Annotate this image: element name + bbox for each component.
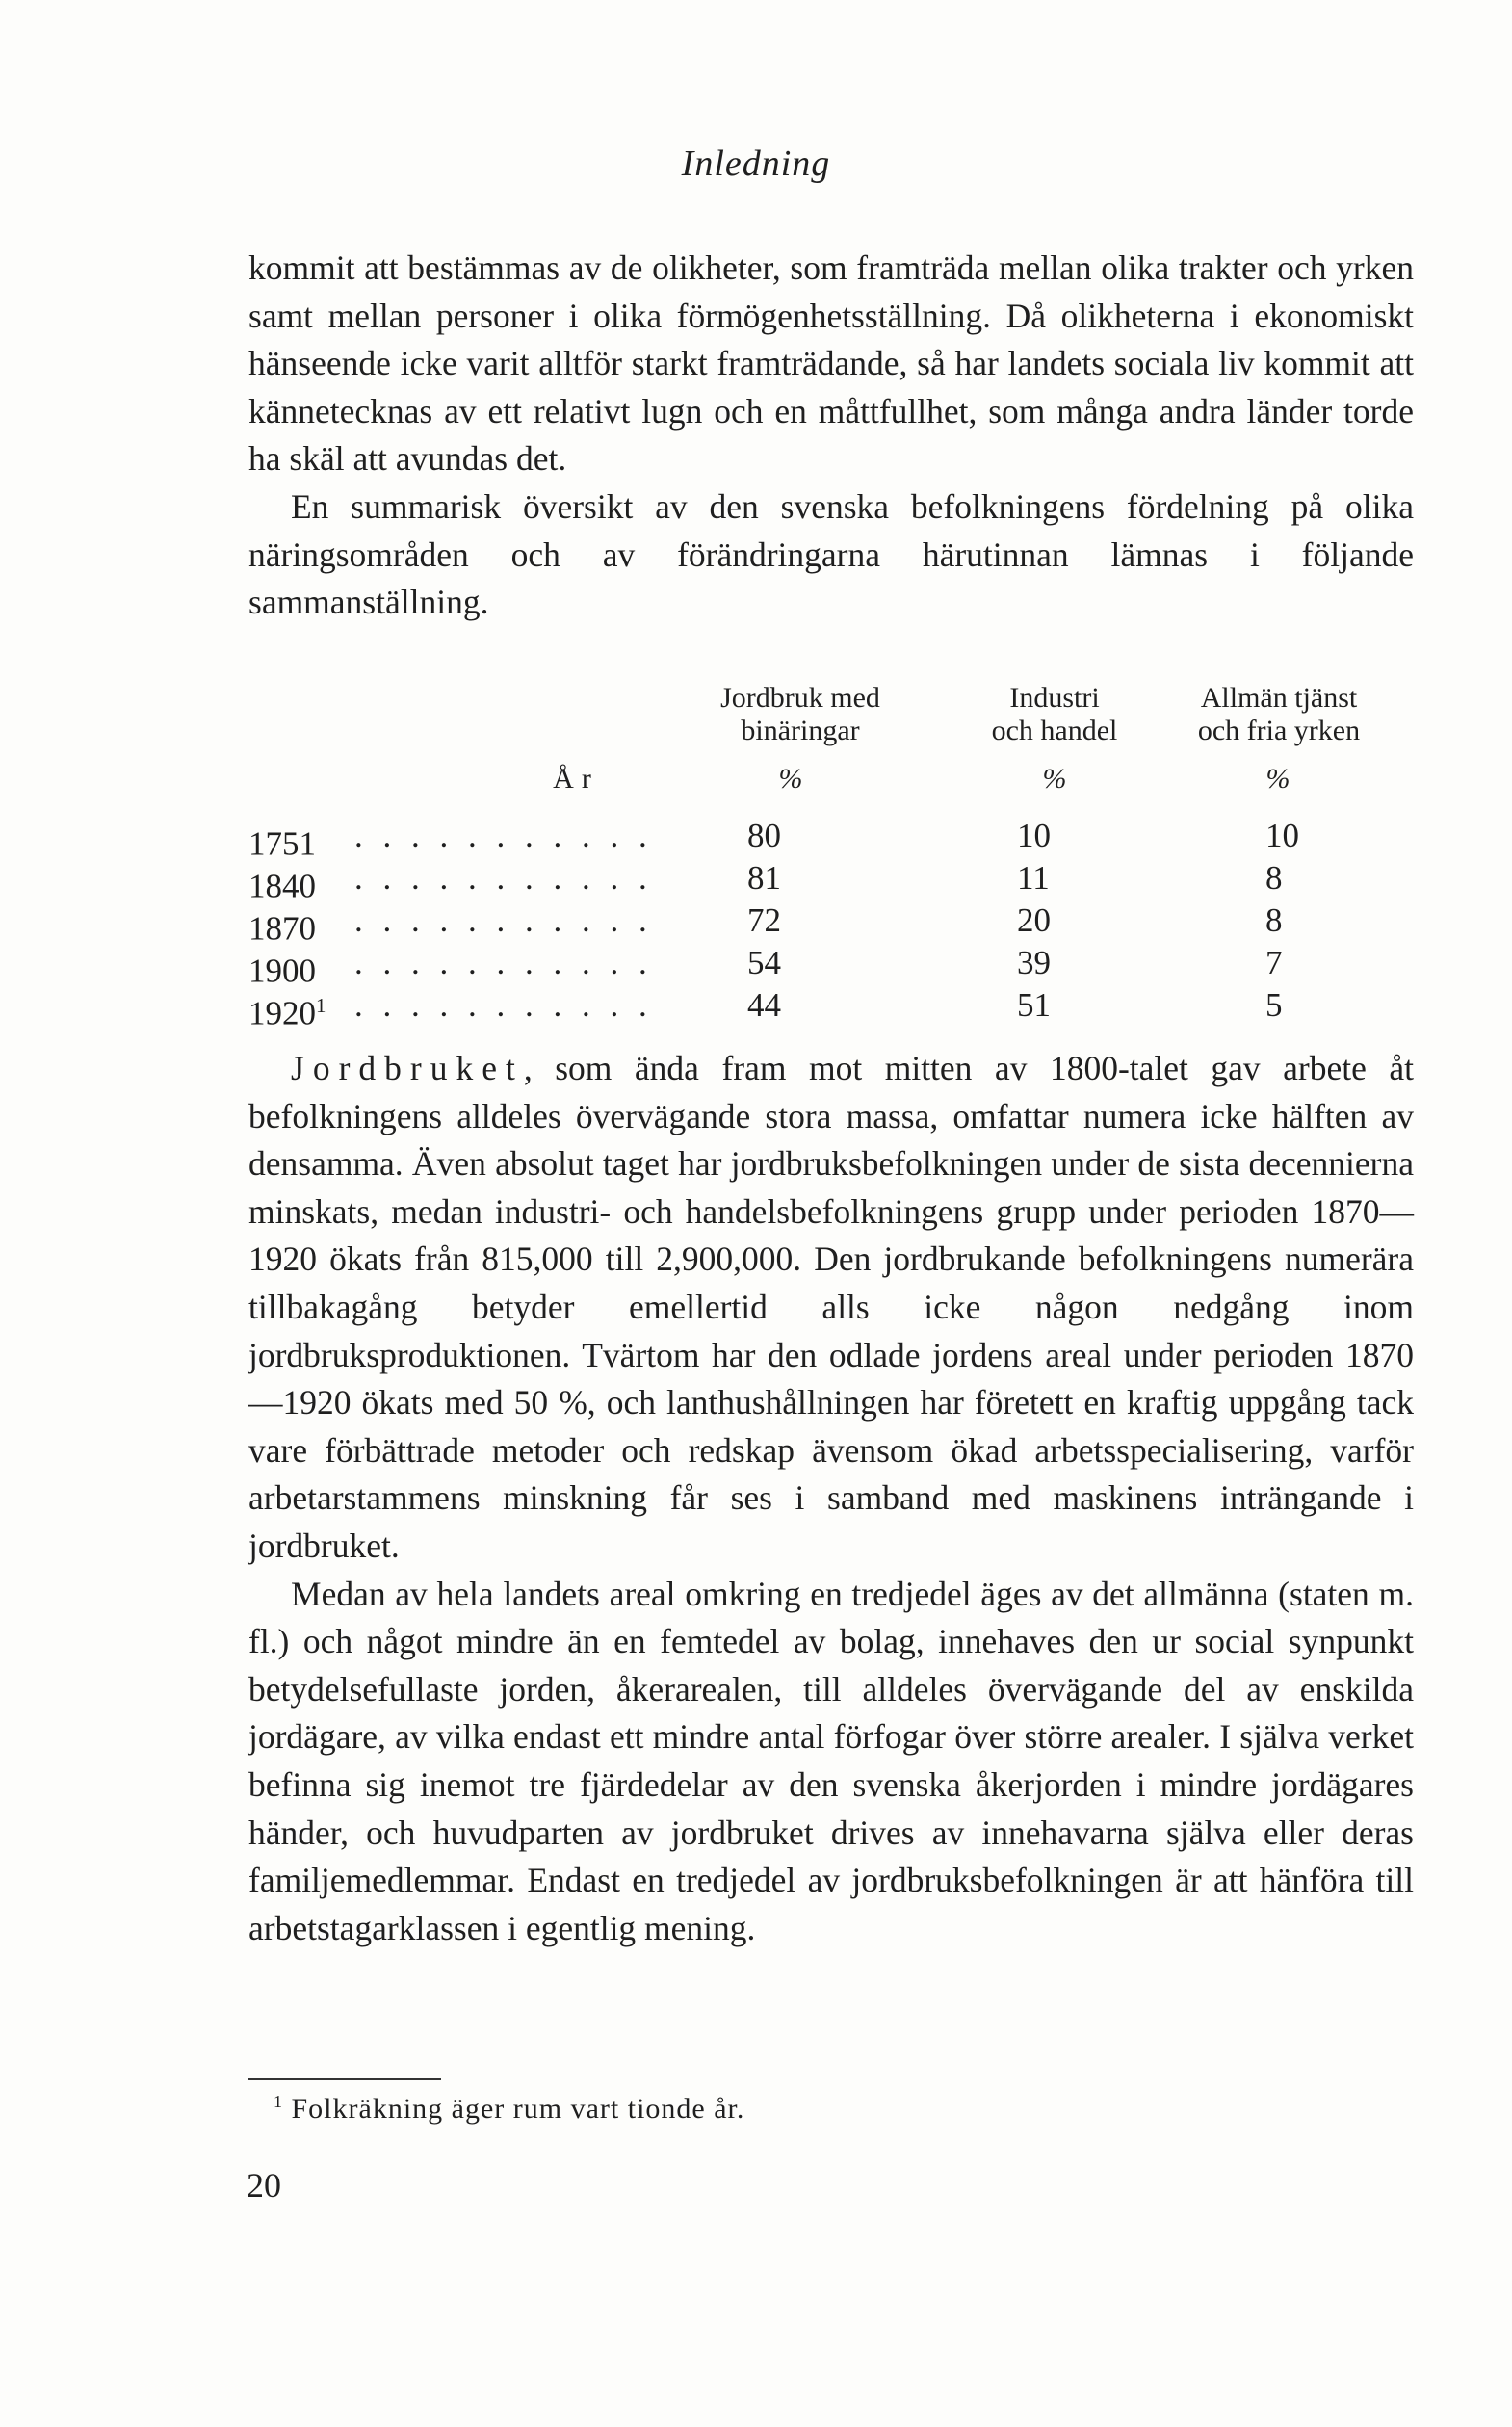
footnote-divider xyxy=(248,2078,441,2080)
industry-cell: 11 xyxy=(1017,859,1050,897)
leader-dots: . . . . . . . . . . . xyxy=(354,901,653,939)
page-number: 20 xyxy=(247,2166,281,2205)
year-cell: 1870 xyxy=(248,909,316,948)
footnote-mark: 1 xyxy=(274,2092,283,2111)
header-line: och handel xyxy=(991,715,1118,746)
header-line: Industri xyxy=(1009,682,1100,714)
column-header-public-service xyxy=(1144,682,1414,747)
population-distribution-table xyxy=(248,682,1414,1032)
table-row xyxy=(248,815,1414,863)
year-cell: 1900 xyxy=(248,952,316,990)
industry-cell: 20 xyxy=(1017,901,1051,939)
intro-text xyxy=(248,245,1414,627)
table-row xyxy=(248,857,1414,905)
industry-cell: 51 xyxy=(1017,986,1051,1024)
leader-dots: . . . . . . . . . . . xyxy=(354,859,653,897)
agriculture-cell: 80 xyxy=(747,817,781,854)
page-header: Inledning xyxy=(681,144,831,184)
table-row xyxy=(248,942,1414,990)
paragraph: Medan av hela landets areal omkring en tredjedel äges av det allmänna (staten m. fl.) och något mindre än en femtedel av bolag, innehaves den ur social synpunkt betydelsefullaste jorden, åkerarealen, till alldeles övervägande del av enskilda jordägare, av vilka endast ett mindre antal förfogar över större arealer. I själva verket befinna sig inemot tre fjärdedelar av den svenska åkerjorden i mindre jordägares händer, och huvudparten av jordbruket drives av innehavarna själva eller deras familjemedlemmar. Endast en tredjedel av jordbruksbefolkningen är att hänföra till arbetstagarklassen i egentlig mening. xyxy=(248,1574,1414,1947)
table-row xyxy=(248,900,1414,948)
header-line: och fria yrken xyxy=(1197,715,1361,746)
agriculture-cell: 72 xyxy=(747,901,781,939)
unit-label: % xyxy=(1265,763,1290,795)
table-row xyxy=(248,984,1414,1032)
public-service-cell: 10 xyxy=(1265,817,1299,854)
public-service-cell: 5 xyxy=(1265,986,1283,1024)
unit-label: % xyxy=(1042,763,1067,795)
paragraph-text: , som ända fram mot mitten av 1800-talet gav arbete åt befolkningens alldeles övervägande stora massa, omfattar numera icke hälften av densamma. Även absolut taget har jordbruksbefolkningen under de sista decennierna minskats, medan industri- och handelsbefolkningens grupp under perioden 1870—1920 ökats från 815,000 till 2,900,000. Den jordbrukande befolkningens numerära tillbakagång betyder emellertid alls icke någon nedgång inom jordbruksproduktionen. Tvärtom har den odlade jordens areal under perioden 1870—1920 ökats med 50 %, och lanthushållningen har företett en kraftig uppgång tack vare förbättrade metoder och redskap ävensom ökad arbetsspecialisering, varför arbetarstammens minskning får ses i samband med maskinens inträngande i jordbruket. xyxy=(248,1049,1414,1565)
agriculture-cell: 81 xyxy=(747,859,781,897)
year-cell: 1840 xyxy=(248,867,316,905)
unit-label: % xyxy=(778,763,803,795)
agriculture-cell: 54 xyxy=(747,944,781,981)
public-service-cell: 7 xyxy=(1265,944,1283,981)
body-text xyxy=(248,1045,1414,1952)
header-line: Jordbruk med xyxy=(720,682,880,714)
leader-dots: . . . . . . . . . . . xyxy=(354,986,653,1024)
paragraph: En summarisk översikt av den svenska befolkningens fördelning på olika näringsområden och av förändringarna härutinnan lämnas i följande sammanställning. xyxy=(248,486,1414,622)
public-service-cell: 8 xyxy=(1265,859,1283,897)
leader-dots: . . . . . . . . . . . xyxy=(354,944,653,981)
year-cell: 1920$^1$ xyxy=(248,994,326,1032)
industry-cell: 10 xyxy=(1017,817,1051,854)
year-label: År xyxy=(553,763,599,795)
industry-cell: 39 xyxy=(1017,944,1051,981)
leader-dots: . . . . . . . . . . . xyxy=(354,817,653,854)
column-header-agriculture xyxy=(670,682,930,747)
column-header-industry xyxy=(934,682,1175,747)
year-cell: 1751 xyxy=(248,824,316,863)
header-line: Allmän tjänst xyxy=(1200,682,1358,714)
header-line: binäringar xyxy=(741,715,860,746)
public-service-cell: 8 xyxy=(1265,901,1283,939)
agriculture-cell: 44 xyxy=(747,986,781,1024)
footnote xyxy=(274,2092,744,2126)
paragraph: kommit att bestämmas av de olikheter, som framträda mellan olika trakter och yrken samt mellan personer i olika förmögenhetsställning. Då olikheterna i ekonomiskt hänseende icke varit alltför starkt framträdande, så har landets sociala liv kommit att kännetecknas av ett relativt lugn och en måttfullhet, som många andra länder torde ha skäl att avundas det. xyxy=(248,248,1414,479)
paragraph xyxy=(248,1045,1414,1571)
emphasized-term: Jordbruket xyxy=(291,1049,524,1087)
footnote-text: Folkräkning äger rum vart tionde år. xyxy=(291,2093,745,2125)
